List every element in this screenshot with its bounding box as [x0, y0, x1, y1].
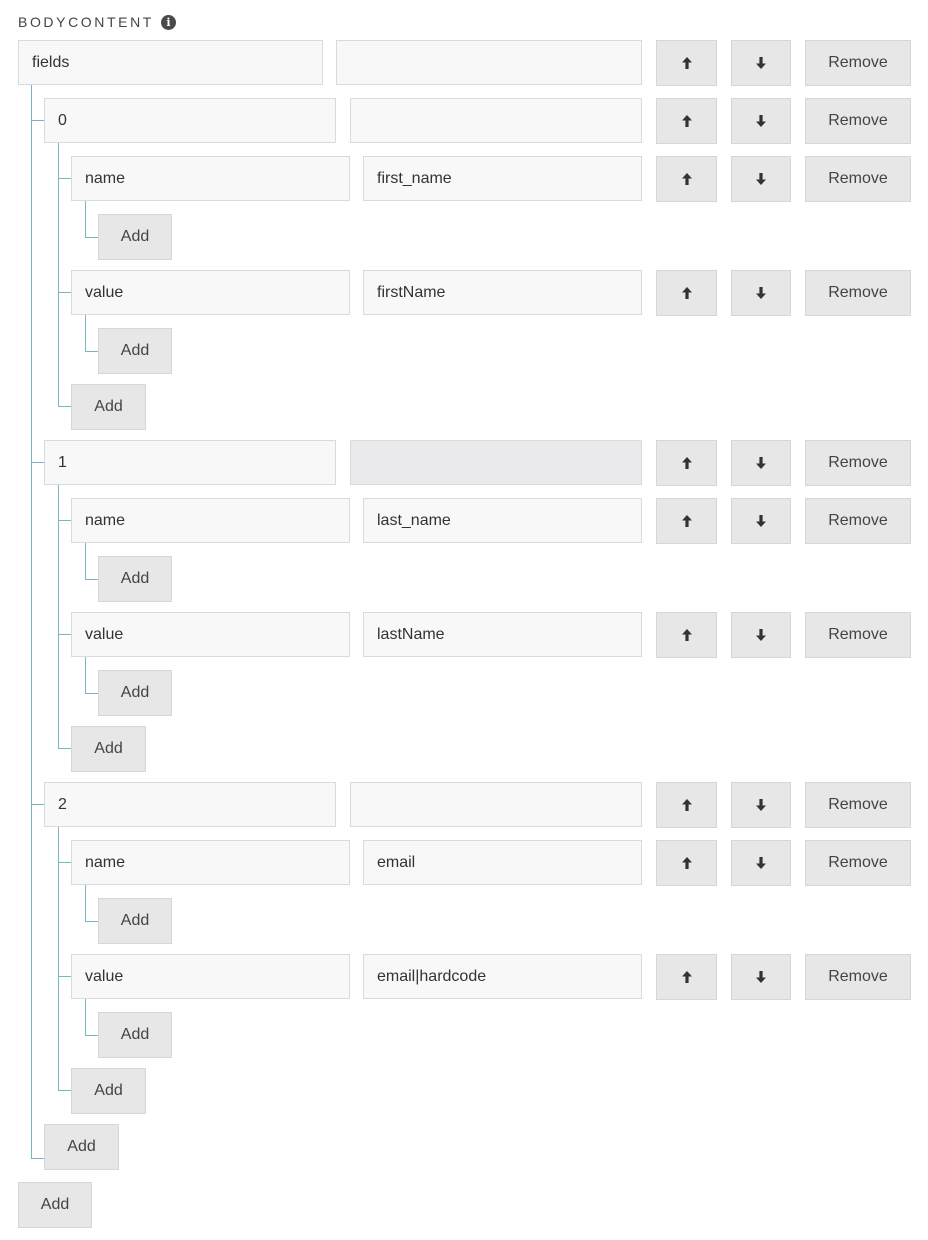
child-1-0-remove-button[interactable]: Remove: [805, 498, 911, 544]
arrow-up-icon: [679, 627, 695, 643]
arrow-down-icon: [753, 513, 769, 529]
arrow-down-icon: [753, 455, 769, 471]
child-2-0-remove-button[interactable]: Remove: [805, 840, 911, 886]
root-key-field[interactable]: fields: [18, 40, 323, 85]
child-value-field[interactable]: last_name: [363, 498, 642, 543]
tree-line-item-1: [58, 485, 59, 748]
info-icon[interactable]: i: [161, 15, 176, 30]
item-1-move-down-button[interactable]: [731, 440, 791, 486]
item-key-field[interactable]: 1: [44, 440, 336, 485]
section-add-button[interactable]: Add: [18, 1182, 92, 1228]
item-2-move-down-button[interactable]: [731, 782, 791, 828]
item-0-move-down-button[interactable]: [731, 98, 791, 144]
child-2-1-remove-button[interactable]: Remove: [805, 954, 911, 1000]
arrow-up-icon: [679, 171, 695, 187]
child-key-field[interactable]: value: [71, 270, 350, 315]
child-key-field[interactable]: value: [71, 612, 350, 657]
child-key-field[interactable]: name: [71, 840, 350, 885]
child-1-0-move-down-button[interactable]: [731, 498, 791, 544]
tree-line-root: [31, 85, 32, 1158]
item-add-button[interactable]: Add: [71, 384, 146, 430]
arrow-down-icon: [753, 627, 769, 643]
tree-branch-item-add: [58, 406, 71, 407]
child-add-button[interactable]: Add: [98, 328, 172, 374]
child-0-0-move-up-button[interactable]: [656, 156, 717, 202]
tree-branch-child-add: [85, 693, 98, 694]
child-2-1-move-up-button[interactable]: [656, 954, 717, 1000]
tree-branch-child: [58, 520, 71, 521]
section-title-text: BODYCONTENT: [18, 14, 154, 30]
child-value-field[interactable]: lastName: [363, 612, 642, 657]
tree-branch-child: [58, 178, 71, 179]
item-key-field[interactable]: 0: [44, 98, 336, 143]
child-value-field[interactable]: email|hardcode: [363, 954, 642, 999]
tree-line-child: [85, 657, 86, 693]
item-0-remove-button[interactable]: Remove: [805, 98, 911, 144]
tree-branch-item-2: [31, 804, 44, 805]
item-2-move-up-button[interactable]: [656, 782, 717, 828]
tree-branch-item-1: [31, 462, 44, 463]
child-0-0-remove-button[interactable]: Remove: [805, 156, 911, 202]
arrow-down-icon: [753, 969, 769, 985]
child-value-field[interactable]: first_name: [363, 156, 642, 201]
child-value-field[interactable]: email: [363, 840, 642, 885]
tree-branch-child-add: [85, 579, 98, 580]
item-add-button[interactable]: Add: [71, 726, 146, 772]
item-0-move-up-button[interactable]: [656, 98, 717, 144]
tree-branch-child: [58, 976, 71, 977]
item-2-remove-button[interactable]: Remove: [805, 782, 911, 828]
tree-branch-child-add: [85, 921, 98, 922]
tree-line-child: [85, 543, 86, 579]
tree-branch-child-add: [85, 237, 98, 238]
child-value-field[interactable]: firstName: [363, 270, 642, 315]
root-value-field[interactable]: [336, 40, 642, 85]
arrow-up-icon: [679, 113, 695, 129]
child-2-0-move-up-button[interactable]: [656, 840, 717, 886]
item-1-remove-button[interactable]: Remove: [805, 440, 911, 486]
arrow-up-icon: [679, 285, 695, 301]
arrow-down-icon: [753, 855, 769, 871]
child-0-1-remove-button[interactable]: Remove: [805, 270, 911, 316]
tree-line-item-0: [58, 143, 59, 406]
arrow-up-icon: [679, 513, 695, 529]
child-add-button[interactable]: Add: [98, 214, 172, 260]
child-2-0-move-down-button[interactable]: [731, 840, 791, 886]
tree-line-child: [85, 885, 86, 921]
arrow-down-icon: [753, 113, 769, 129]
arrow-down-icon: [753, 55, 769, 71]
child-add-button[interactable]: Add: [98, 670, 172, 716]
child-key-field[interactable]: value: [71, 954, 350, 999]
arrow-up-icon: [679, 969, 695, 985]
child-key-field[interactable]: name: [71, 156, 350, 201]
item-add-button[interactable]: Add: [71, 1068, 146, 1114]
tree-branch-child-add: [85, 351, 98, 352]
child-add-button[interactable]: Add: [98, 898, 172, 944]
arrow-down-icon: [753, 171, 769, 187]
child-0-0-move-down-button[interactable]: [731, 156, 791, 202]
tree-branch-item-add: [58, 748, 71, 749]
tree-line-child: [85, 999, 86, 1035]
tree-branch-child: [58, 634, 71, 635]
item-value-field[interactable]: [350, 98, 642, 143]
item-1-move-up-button[interactable]: [656, 440, 717, 486]
tree-branch-child: [58, 862, 71, 863]
child-add-button[interactable]: Add: [98, 556, 172, 602]
tree-branch-child-add: [85, 1035, 98, 1036]
tree-branch-root-add: [31, 1158, 44, 1159]
item-value-field[interactable]: [350, 440, 642, 485]
child-2-1-move-down-button[interactable]: [731, 954, 791, 1000]
child-key-field[interactable]: name: [71, 498, 350, 543]
child-1-1-remove-button[interactable]: Remove: [805, 612, 911, 658]
item-key-field[interactable]: 2: [44, 782, 336, 827]
tree-line-item-2: [58, 827, 59, 1090]
arrow-up-icon: [679, 797, 695, 813]
tree-branch-item-0: [31, 120, 44, 121]
root-add-button[interactable]: Add: [44, 1124, 119, 1170]
item-value-field[interactable]: [350, 782, 642, 827]
child-0-1-move-up-button[interactable]: [656, 270, 717, 316]
root-move-down-button[interactable]: [731, 40, 791, 86]
root-move-up-button[interactable]: [656, 40, 717, 86]
arrow-up-icon: [679, 55, 695, 71]
arrow-up-icon: [679, 455, 695, 471]
child-0-1-move-down-button[interactable]: [731, 270, 791, 316]
tree-line-child: [85, 315, 86, 351]
child-1-0-move-up-button[interactable]: [656, 498, 717, 544]
child-1-1-move-down-button[interactable]: [731, 612, 791, 658]
tree-branch-child: [58, 292, 71, 293]
tree-line-child: [85, 201, 86, 237]
arrow-down-icon: [753, 285, 769, 301]
section-title: [18, 12, 176, 32]
arrow-down-icon: [753, 797, 769, 813]
root-remove-button[interactable]: Remove: [805, 40, 911, 86]
tree-branch-item-add: [58, 1090, 71, 1091]
arrow-up-icon: [679, 855, 695, 871]
child-1-1-move-up-button[interactable]: [656, 612, 717, 658]
child-add-button[interactable]: Add: [98, 1012, 172, 1058]
